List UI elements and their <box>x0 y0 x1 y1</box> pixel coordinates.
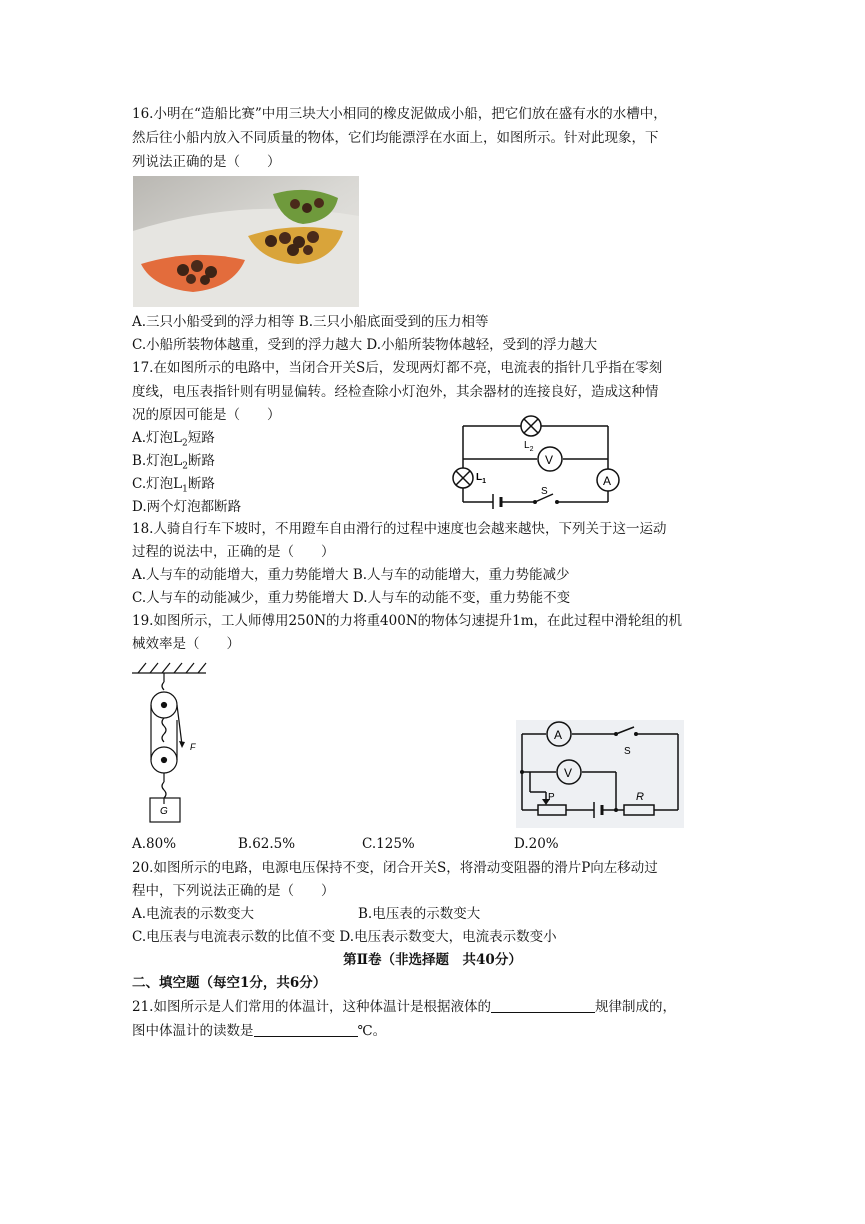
q20-line2: 程中，下列说法正确的是（ ） <box>132 883 335 899</box>
lamp-l1-icon <box>453 468 473 488</box>
battery-icon <box>493 494 501 509</box>
q17-line2: 度线，电压表指针则有明显偏转。经检查除小灯泡外，其余器材的连接良好，造成这种情 <box>132 384 659 400</box>
force-arrow-icon <box>179 741 185 748</box>
q17-circuit-diagram <box>445 414 630 509</box>
q17-option-d: D.两个灯泡都断路 <box>132 499 242 515</box>
q21-line2: 图中体温计的读数是 ℃。 <box>132 1023 387 1039</box>
svg-text:S: S <box>624 746 631 757</box>
svg-text:V: V <box>545 453 554 467</box>
q20-options-cd: C.电压表与电流表示数的比值不变 D.电压表示数变大，电流表示数变小 <box>132 929 557 945</box>
q20-circuit-diagram <box>516 720 684 828</box>
q18-line2: 过程的说法中，正确的是（ ） <box>132 544 335 560</box>
q16-line3: 列说法正确的是（ ） <box>132 154 281 170</box>
q16-options-ab: A.三只小船受到的浮力相等 B.三只小船底面受到的压力相等 <box>132 314 489 330</box>
q17-line3: 况的原因可能是（ ） <box>132 407 281 423</box>
svg-text:L2: $L_2$ <box>524 440 534 453</box>
q18-options-ab: A.人与车的动能增大，重力势能增大 B.人与车的动能增大，重力势能减少 <box>132 567 570 583</box>
section-title: 第Ⅱ卷（非选择题 共40分） <box>343 952 522 968</box>
q21-line1: 21.如图所示是人们常用的体温计，这种体温计是根据液体的 规律制成的， <box>132 999 676 1015</box>
q17-option-b: B.灯泡$L_2$断路 <box>132 453 215 472</box>
ammeter-icon <box>597 469 619 491</box>
q16-options-cd: C.小船所装物体越重，受到的浮力越大 D.小船所装物体越轻，受到的浮力越大 <box>132 337 598 353</box>
q17-line1: 17.在如图所示的电路中，当闭合开关S后，发现两灯都不亮，电流表的指针几乎指在零刻 <box>132 360 663 376</box>
q17-option-c: C.灯泡$L_1$断路 <box>132 476 215 495</box>
svg-text:P: P <box>548 792 555 803</box>
q17-option-a: A.灯泡$L_2$短路 <box>132 430 215 449</box>
voltmeter-icon <box>538 447 562 471</box>
q16-line2: 然后往小船内放入不同质量的物体，它们均能漂浮在水面上，如图所示。针对此现象，下 <box>132 130 659 146</box>
svg-text:S: S <box>541 486 548 497</box>
svg-text:A: A <box>554 728 563 742</box>
svg-text:L1: $L_1$ <box>476 472 487 485</box>
svg-text:F: F <box>190 742 196 752</box>
q20-line1: 20.如图所示的电路，电源电压保持不变，闭合开关S，将滑动变阻器的滑片P向左移动过 <box>132 860 658 876</box>
q18-options-cd: C.人与车的动能减少，重力势能增大 D.人与车的动能不变，重力势能不变 <box>132 590 571 606</box>
answer-blank[interactable] <box>254 1022 358 1037</box>
lamp-l2-icon <box>521 416 541 436</box>
fill-heading: 二、填空题（每空1分，共6分） <box>132 975 327 991</box>
boats-photo <box>133 176 359 307</box>
q19-line2: 械效率是（ ） <box>132 636 240 652</box>
svg-text:V: V <box>564 766 573 780</box>
answer-blank[interactable] <box>491 998 595 1013</box>
svg-text:G: G <box>160 806 168 817</box>
ammeter-icon <box>547 722 571 746</box>
q18-line1: 18.人骑自行车下坡时，不用蹬车自由滑行的过程中速度也会越来越快，下列关于这一运动 <box>132 521 667 537</box>
q19-line1: 19.如图所示，工人师傅用250N的力将重400N的物体匀速提升1m，在此过程中滑轮组的机 <box>132 613 683 629</box>
q16-line1: 16.小明在“造船比赛”中用三块大小相同的橡皮泥做成小船，把它们放在盛有水的水槽中， <box>132 106 667 122</box>
svg-text:R: R <box>636 791 644 803</box>
battery-icon <box>594 802 602 818</box>
voltmeter-icon <box>557 760 581 784</box>
svg-text:A: A <box>603 474 612 488</box>
pulley-diagram <box>130 660 210 826</box>
